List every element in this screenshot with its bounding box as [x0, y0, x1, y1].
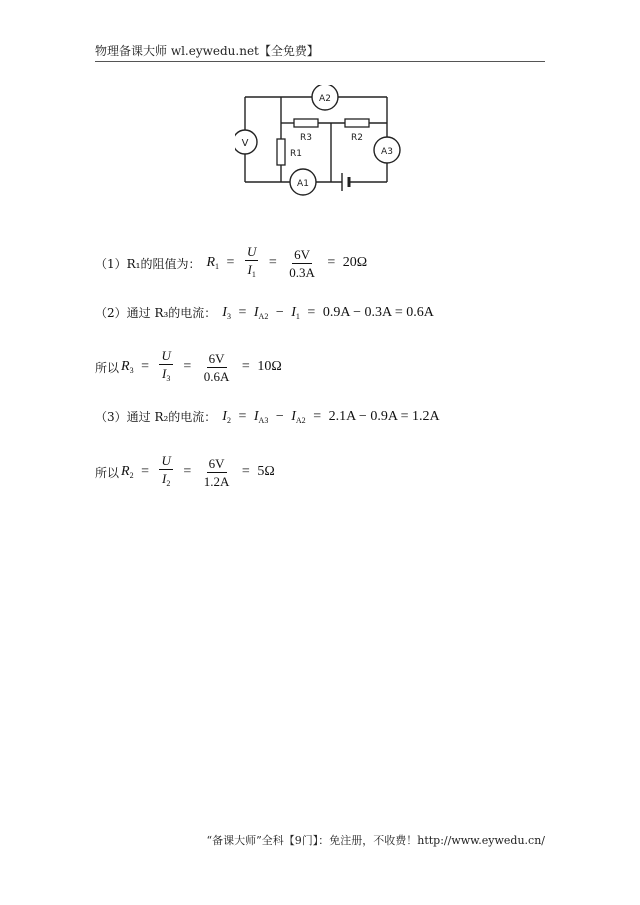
- page-footer: “备课大师”全科【9门】：免注册，不收费！http://www.eywedu.cn/: [206, 834, 545, 847]
- label-v: V: [241, 138, 249, 149]
- header-divider: [95, 61, 545, 62]
- formula: $R_1$ = $\frac{U}{I_1}$ = $\frac{6V}{0.3A}$ = 20Ω: [206, 243, 367, 283]
- r3-resistor-shape: [294, 119, 318, 127]
- solution-step-3: [95, 408, 440, 425]
- fraction: $\frac{U}{I_1}$: [246, 244, 257, 279]
- r1-resistor-shape: [277, 139, 285, 165]
- result: 10Ω: [257, 359, 282, 375]
- label-r2: R2: [351, 133, 363, 143]
- label-r1: R1: [290, 149, 302, 159]
- step-label: （3）通过 R₂的电流：: [95, 410, 217, 424]
- result: 20Ω: [342, 255, 368, 271]
- fraction: $\frac{6V}{1.2A}$: [203, 455, 230, 489]
- solution-step-2: [95, 304, 434, 321]
- step-label: （2）通过 R₃的电流：: [95, 306, 217, 320]
- formula: $I_2 = I_{A3} - I_{A2} = 2.1A - 0.9A = 1.2A$: [222, 408, 440, 425]
- page-header: 物理备课大师 wl.eywedu.net【全免费】: [95, 44, 319, 58]
- step-label: （1）R₁的阻值为：: [95, 256, 201, 271]
- formula: $R_2$ = $\frac{U}{I_2}$ = $\frac{6V}{1.2A}$ = 5Ω: [121, 452, 275, 492]
- result: 5Ω: [257, 464, 275, 480]
- fraction: $\frac{6V}{0.6A}$: [203, 350, 230, 384]
- circuit-svg: [235, 85, 407, 200]
- label-r3: R3: [300, 133, 312, 143]
- circuit-diagram: [235, 85, 407, 200]
- solution-step-1: [95, 243, 367, 283]
- fraction: $\frac{6V}{0.3A}$: [289, 246, 315, 280]
- step-label: 所以: [95, 465, 120, 480]
- step-label: 所以: [95, 360, 120, 375]
- solution-step-3b: [95, 452, 275, 492]
- label-a3: A3: [381, 147, 393, 157]
- fraction: $\frac{U}{I_2}$: [161, 453, 171, 488]
- label-a1: A1: [297, 179, 309, 189]
- r2-resistor-shape: [345, 119, 369, 127]
- label-a2: A2: [319, 94, 331, 104]
- fraction: $\frac{U}{I_3}$: [161, 348, 171, 383]
- formula: $I_3 = I_{A2} - I_1 = 0.9A - 0.3A = 0.6A$: [222, 304, 434, 321]
- formula: $R_3$ = $\frac{U}{I_3}$ = $\frac{6V}{0.6A}$ = 10Ω: [121, 347, 282, 387]
- solution-step-2b: [95, 347, 282, 387]
